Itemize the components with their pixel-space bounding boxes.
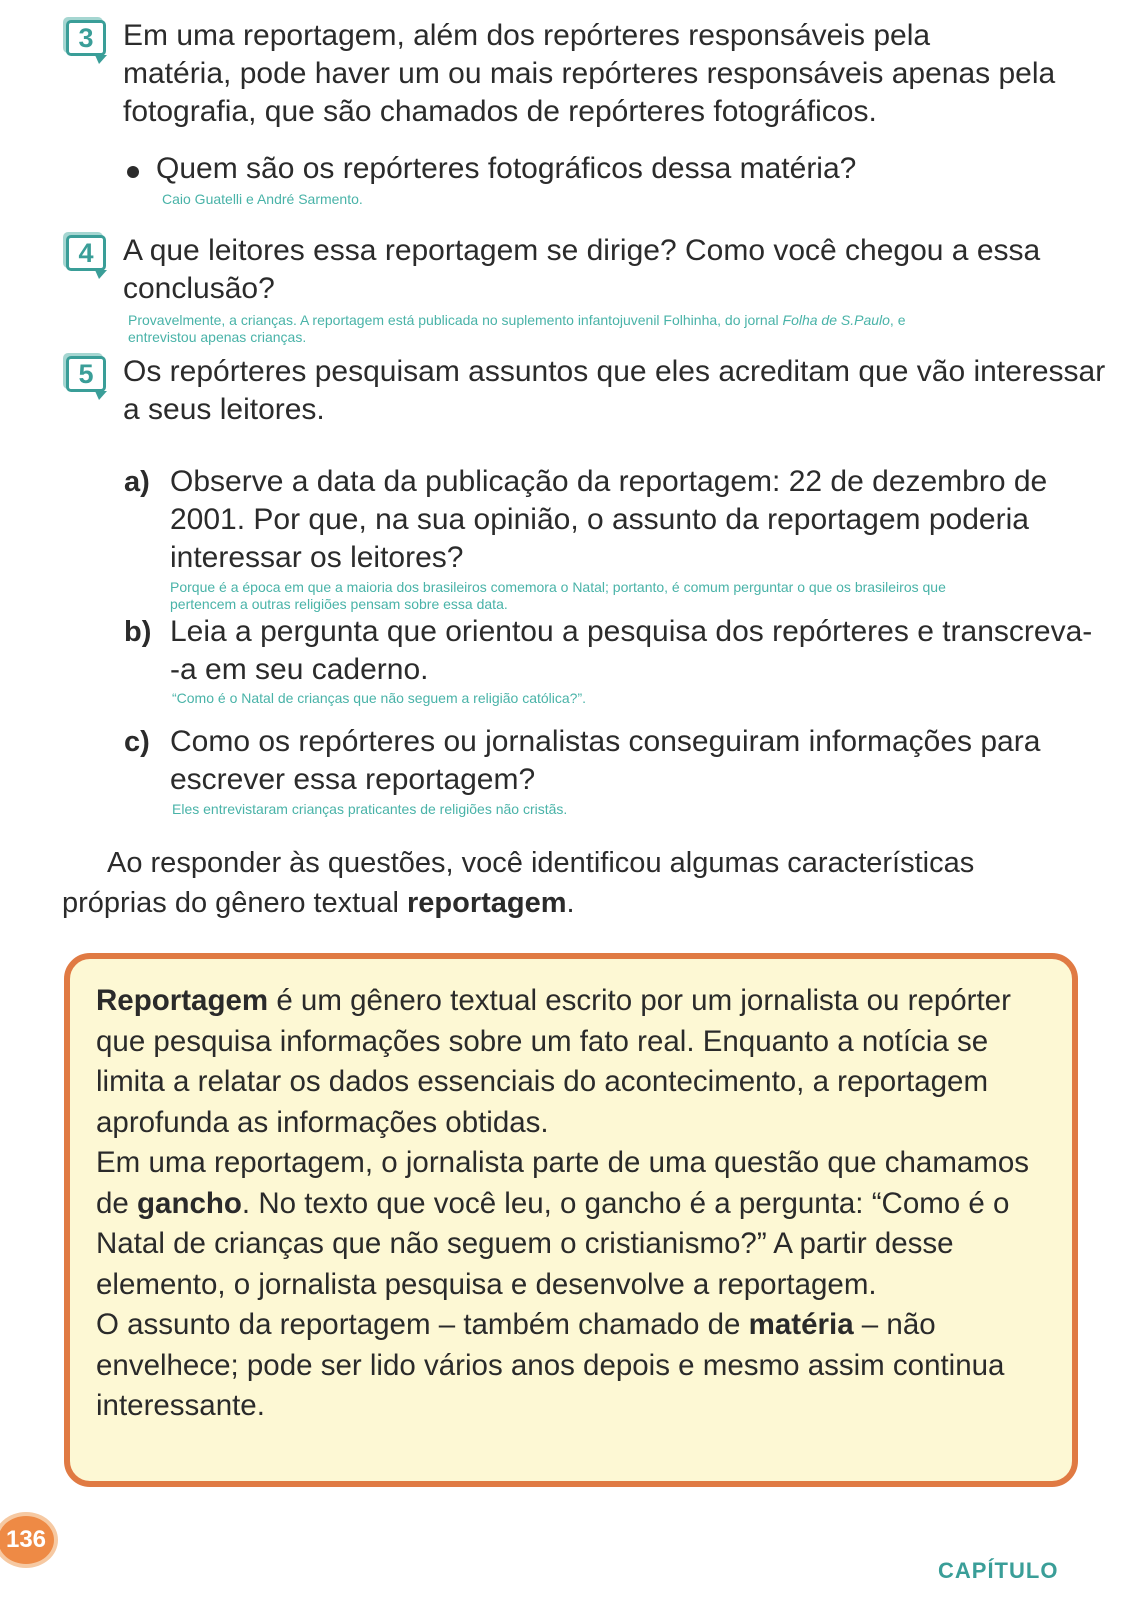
concept-box-text: [96, 981, 1056, 1427]
intro-bold-term: reportagem: [407, 887, 567, 919]
question-5-text: [123, 353, 1105, 429]
question-3-answer: Caio Guatelli e André Sarmento.: [162, 191, 363, 207]
question-5-line: Os repórteres pesquisam assuntos que eles acreditam que vão interessar: [123, 355, 1106, 388]
question-number-badge: 5: [66, 356, 106, 392]
concept-box: [64, 953, 1078, 1487]
item-b-line: -a em seu caderno.: [170, 653, 429, 686]
item-b-text: [170, 613, 1092, 689]
intro-line: [62, 883, 1062, 923]
concept-text: é um gênero textual escrito por um jornalista ou repórter que pesquisa informações sobre um fato real. Enquanto a notícia se limita a relatar os dados essenciais do acontecimento, a reportagem aprofunda as informações obtidas.: [96, 984, 1011, 1139]
answer-line: pertencem a outras religiões pensam sobre essa data.: [170, 596, 508, 612]
item-c-answer: Eles entrevistaram crianças praticantes de religiões não cristãs.: [172, 801, 568, 817]
item-b-letter: b): [124, 616, 152, 648]
question-number-badge: 4: [66, 235, 106, 271]
item-a-line: Observe a data da publicação da reportagem: 22 de dezembro de: [170, 465, 1048, 498]
concept-bold-term: gancho: [137, 1186, 242, 1220]
bullet-icon: [127, 166, 139, 178]
answer-text: , e: [889, 312, 906, 328]
answer-line: Porque é a época em que a maioria dos brasileiros comemora o Natal; portanto, é comum perguntar o que os brasileiros que: [170, 579, 946, 595]
answer-line: [128, 312, 1088, 329]
item-b-line: Leia a pergunta que orientou a pesquisa dos repórteres e transcreva-: [170, 615, 1093, 648]
question-3-line: matéria, pode haver um ou mais repórteres responsáveis apenas pela: [123, 57, 1056, 90]
intro-line: Ao responder às questões, você identificou algumas características: [107, 847, 975, 879]
question-4-answer: [128, 312, 1088, 346]
question-3-text: [123, 17, 1055, 131]
item-c-line: Como os repórteres ou jornalistas conseguiram informações para: [170, 725, 1041, 758]
concept-paragraph-3: [96, 1305, 1056, 1427]
intro-text: próprias do gênero textual: [62, 887, 407, 919]
item-b-answer: “Como é o Natal de crianças que não seguem a religião católica?”.: [172, 690, 587, 706]
question-3-line: Em uma reportagem, além dos repórteres responsáveis pela: [123, 19, 931, 52]
item-a-letter: a): [124, 466, 150, 498]
answer-text: Provavelmente, a crianças. A reportagem está publicada no suplemento infantojuvenil Folhinha, do jornal: [128, 312, 783, 328]
item-a-answer: [170, 579, 1100, 613]
question-4-line: A que leitores essa reportagem se dirige? Como você chegou a essa: [123, 234, 1041, 267]
concept-text: . No texto que você leu, o gancho é a pergunta: “Como é o Natal de crianças que não seguem o cristianismo?” A partir desse elemento, o jornalista pesquisa e desenvolve a reportagem.: [96, 1186, 1010, 1301]
concept-paragraph-1: [96, 981, 1056, 1143]
page-number-badge: 136: [0, 1512, 58, 1568]
intro-text: .: [566, 887, 575, 919]
item-c-line: escrever essa reportagem?: [170, 763, 536, 796]
concept-paragraph-2: [96, 1143, 1056, 1305]
intro-paragraph: [62, 843, 1062, 923]
concept-bold-term: Reportagem: [96, 984, 269, 1017]
question-number-badge: 3: [66, 20, 106, 56]
question-4-line: conclusão?: [123, 272, 275, 305]
item-a-text: [170, 463, 1047, 577]
concept-bold-term: matéria: [748, 1308, 854, 1341]
concept-text: Em uma reportagem, o jornalista parte de uma questão que chamamos de: [96, 1146, 1030, 1220]
question-4-text: [123, 232, 1040, 308]
question-5-line: a seus leitores.: [123, 393, 325, 426]
newspaper-name: Folha de S.Paulo: [782, 312, 890, 328]
question-3-line: fotografia, que são chamados de repórteres fotográficos.: [123, 95, 877, 128]
concept-text: O assunto da reportagem – também chamado de: [96, 1308, 749, 1341]
question-3-bullet: Quem são os repórteres fotográficos dessa matéria?: [156, 152, 857, 185]
item-a-line: 2001. Por que, na sua opinião, o assunto da reportagem poderia: [170, 503, 1029, 536]
answer-line: entrevistou apenas crianças.: [128, 329, 307, 345]
chapter-label: CAPÍTULO: [938, 1558, 1059, 1583]
item-a-line: interessar os leitores?: [170, 541, 464, 574]
item-c-text: [170, 723, 1040, 799]
item-c-letter: c): [124, 726, 150, 758]
concept-text: – não envelhece; pode ser lido vários anos depois e mesmo assim continua interessante.: [96, 1308, 1005, 1422]
